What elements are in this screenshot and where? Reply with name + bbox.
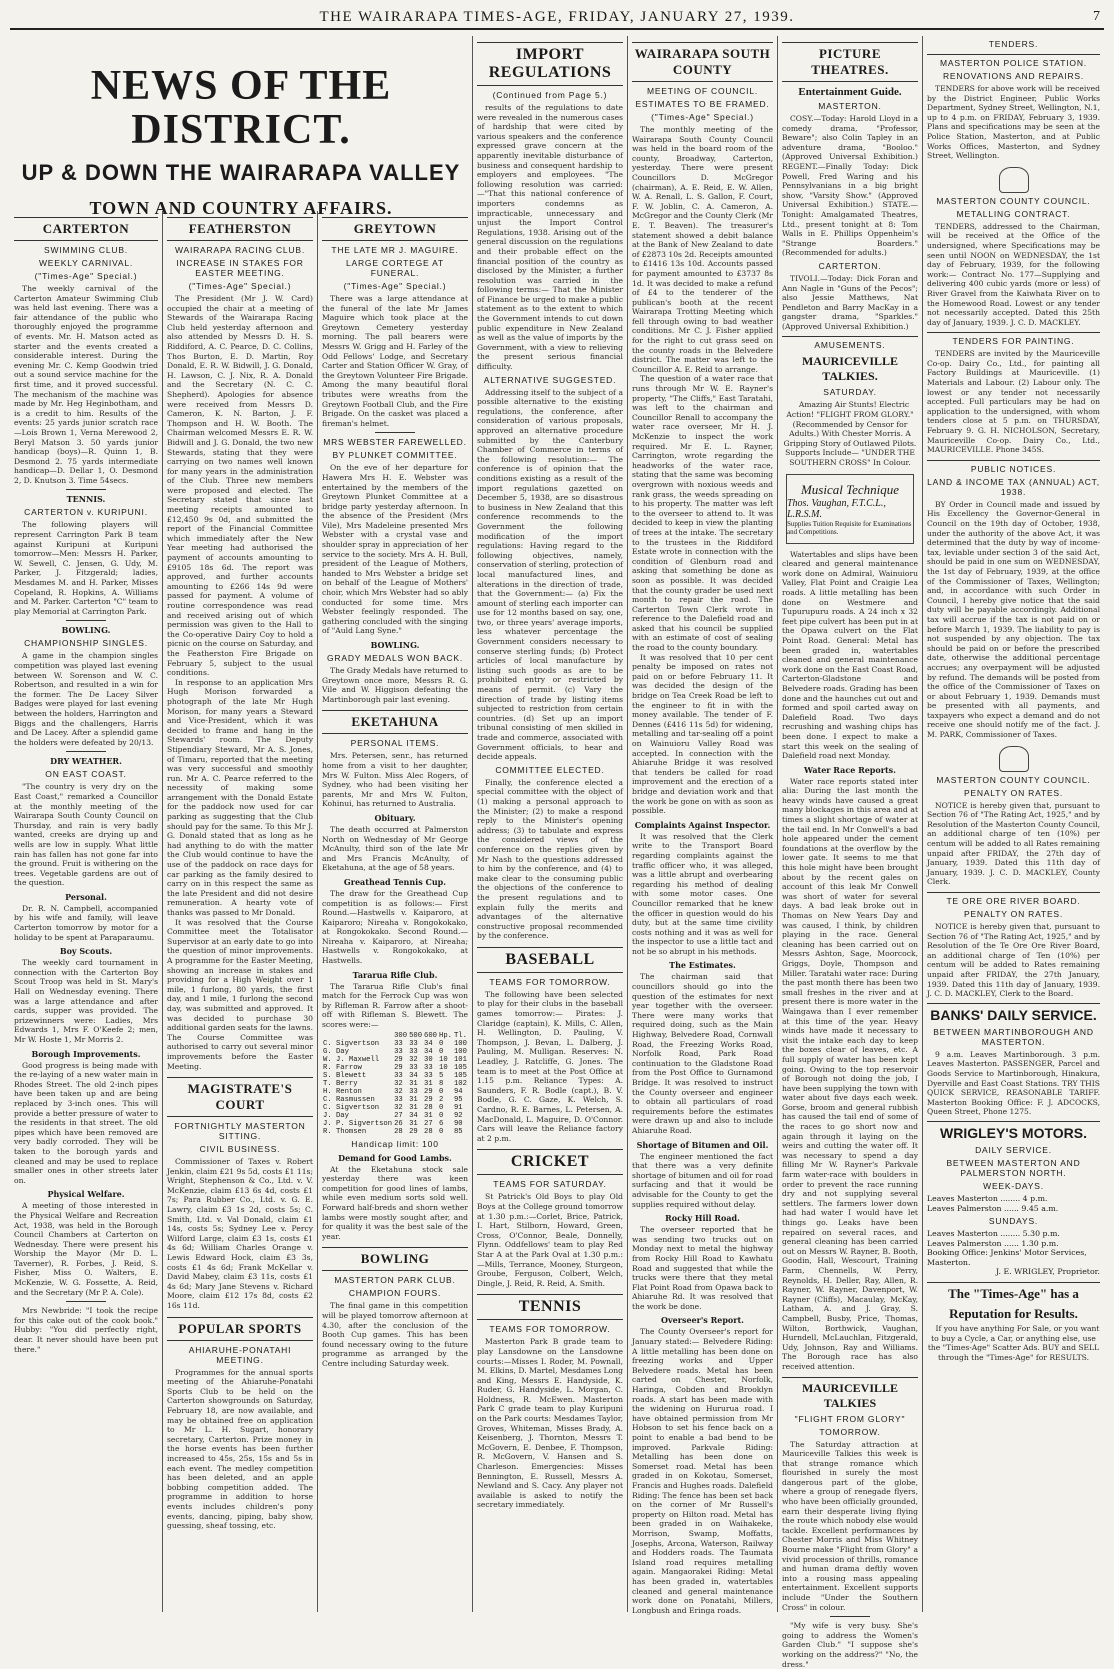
- bitumen-heading: Shortage of Bitumen and Oil.: [636, 1139, 769, 1150]
- article-baseball: The following have been selected to play for their clubs in the baseball games tomorrow:— Pirates: J. Claridge (captain), K. Mills, C. Allen, H. Wellington, D. Pauling, V. Thompson, J. Bevan, L. Dalberg, J. Pauling, M. Mulligan. Reserves: N. Leadley, J. Ratcliffe, G. Jones. The team is to meet at the Post Office at 1.15 p.m. Reliance Types: A. Saunders, F. R. Bodle (capt.), B. V. Bodle, G. C. Gaze, K. Welch, S. Cardno, R. E. Barnes, L. Petersen, A. MacDonald, L. Maguire, D. O'Connor. Cars will leave the Reliance factory at 2 p.m.: [477, 989, 623, 1143]
- score-cell: J. Day: [323, 1111, 349, 1120]
- newspaper-page: [10, 6, 1104, 1669]
- meeting-subheading: MEETING OF COUNCIL.: [646, 86, 759, 96]
- obit-subheading: LARGE CORTEGE AT FUNERAL.: [346, 258, 444, 278]
- article-rocky-hill: The overseer reported that he was sending two trucks out on Monday next to metal the highway from Rocky Hill Road to Kawhatu Road and suggested that while the trucks were there that they metal Flat Point Road from Opawa back to Ahiaruhe Rd. It was resolved that the work be done.: [632, 1225, 773, 1311]
- main-headline-block: [10, 36, 472, 218]
- divider: [830, 1616, 870, 1617]
- article-swimming: The weekly carnival of the Carterton Amateur Swimming Club was held last evening. There was a fair attendance of the public who thoroughly enjoyed the programme of events. Mr. H. Matson acted as starter and the events created a considerable interest. During the evening Mr. C. Kemp Goodwin tried out a sound service machine for the first time, and it proved successful. The mechanism of the machine was made by Mr. Heg Heginbotham, and is a credit to him. Results of the events: 25 yards junior scratch race—Lois Brown 1, Verna Merewood 2, Beryl Matson 3. 50 yards junior handicap (boys)—R. Quinn 1, B. Desmond 2. 75 yards intermediate handicap—D. Dellar 1, O. Desmond 2, D. Knutson 3. Time 54secs.: [14, 284, 158, 485]
- bowling-heading: BOWLING.: [61, 625, 111, 636]
- county-council-heading: MASTERTON COUNTY COUNCIL.: [936, 195, 1091, 206]
- divider: [66, 1301, 106, 1302]
- score-cell: 33: [394, 1071, 403, 1080]
- public-notices-heading: PUBLIC NOTICES.: [927, 460, 1100, 474]
- tomorrow-heading: TOMORROW.: [819, 1426, 881, 1437]
- score-cell: 33: [409, 1039, 418, 1048]
- article-overseer: The County Overseer's report for January stated:— Belvedere Riding: A little metalling has been done on freezing works and Upper Belvedere roads. Metal has been carted on Chester, Norfolk, Haringa, Cobden and Brooklyn roads. A start has been made with the widening on Hururua road. I have obtained permission from Mr Hobson to set his fence back on a point to enable a bad bend to be improved. Parkvale Riding: Metalling has been done on Somerset road. Metal has been graded in on Kokotau, Somerset, Francis and Hughes roads. Dalefield Riding: The fence has been set back on the corner of Mr Russell's property on Hilton road. Metal has been graded in on Waihakeke, Morrison, Swamp, Moffatts, Josephs, Arcona, Waterson, Railway and Hodders roads. The Taumata Island road requires metalling again. Mangaorakei Riding: Metal has been graded in, watertables cleaned and general maintenance work done on Ponatahi, Millers, Longbush and Eringa roads.: [632, 1327, 773, 1615]
- police-station-heading: MASTERTON POLICE STATION.: [927, 54, 1100, 68]
- score-cell: 28: [394, 1127, 403, 1136]
- score-cell: R. Farrow: [323, 1063, 362, 1072]
- column-notices: [922, 36, 1104, 1612]
- weekday-departure: Leaves Masterton ........ 4 p.m.: [927, 1193, 1048, 1203]
- import-heading: IMPORT REGULATIONS: [477, 42, 623, 86]
- masthead: [10, 6, 1104, 30]
- score-cell: 34: [409, 1071, 418, 1080]
- article-welfare: A meeting of those interested in the Physical Welfare and Recreation Act, 1938, was held in the Borough Council Chambers at Carterton on Wednesday. There were present his Worship the Mayor (Mr D. L. Taverner), R. Forbes, J. Reid, S. Fisher, Miss O. Walters, E. McKenzie, W. G. Fossette, A. Reid, and the Secretary (Mr P. A. Cole).: [14, 1201, 158, 1297]
- article-committee: Finally, the conference elected a special committee with the object of (1) making a personal approach to the Minister; (2) to make a respond reply to the Minister's opening address; (3) to tabulate and express the considered views of the conference on the replies given by Mr Nash to the questions addressed to him by the conference, and (4) to make clear to the consuming public the objections of the conference to the present regulations and to explain fully the merits and advantages of the alternative constructive proposal recommended by the conference.: [477, 777, 623, 941]
- article-estimates: The chairman said that councillors should go into the question of the estimates for next year together with the overseer. There were many works that required doing, such as the Main Highway, Belvedere Road, Cornwall Road, the Freezing Works Road, Norfolk Road, Park Road continuation to the Gladstone Road from the Post Office to Gurnamond Bridge. It was resolved to instruct the County overseer and engineer to obtain all particulars of road requirements before the estimates were drawn up and also to include Ahiaruhe Road.: [632, 972, 773, 1135]
- score-cell: C. Rasmussen: [323, 1095, 375, 1104]
- score-row: [322, 1128, 468, 1136]
- notice-police: TENDERS for above work will be received by the District Engineer, Public Works Department, Sydney Street, Wellington, N.1, up to 4 p.m. on FRIDAY, February 3, 1939. Plans and specifications may be seen at the Police Station, Masterton, and at Public Works Offices, Masterton, and Sydney Street, Wellington.: [927, 84, 1100, 161]
- obituary-heading: Obituary.: [374, 812, 416, 823]
- score-cell: 33: [394, 1047, 403, 1056]
- article-maintenance: Watertables and slips have been cleared and general maintenance work done on Admiral, Wainuioru Valley, Flat Point and Craigie Lea roads. A little metalling has been done on Westmere and Tupurupuru roads. A 24 inch x 32 feet pipe culvert has been put in at the Opawa culvert on the Flat Point Road. General: Metal has been graded in, watertables cleaned and general maintenance work done on the East Coast Road, Carterton-Gladstone and Belvedere roads. Grading has been done and the haunches cut out and formed and spoil carted away on Dalefield Road. Two days recrushing and washing chips has been done. I expect to make a start this week on the sealing of Dalefield road next Monday.: [782, 549, 918, 761]
- notice-metalling: TENDERS, addressed to the Chairman, will be received at the Office of the undersigned, where Specifications may be seen until NOON on WEDNESDAY, the 1st day of February, 1939, for the following work:— Contract No. 177—Supplying and delivering 400 cubic yards (more or less) of River Gravel from the Kaiwhata River on to the Homewood Road. Lowest or any tender not necessarily accepted. Dated this 25th day of January, 1939. J. C. D. MACKLEY.: [927, 221, 1100, 327]
- article-flight-from-glory: The Saturday attraction at Mauriceville Talkies this week is that strange romance which flourished in surely the most dangerous part of the globe, where a group of renegade flyers, who have been officially grounded, earn their desperate living flying the route which nobody else would tackle. Excellent performances by Chester Morris and Miss Whitney Bourne make "Flight from Glory" a vivid procession of thrills, romance and human drama deftly woven into a rousing mass appealing entertainment. Excellent supports include "Under the Southern Cross" in colour.: [782, 1439, 918, 1612]
- score-cell: 0: [439, 1127, 444, 1136]
- article-tennis-teams: Masterton Park B grade team to play Lansdowne on the Lansdowne courts:—Misses I. Roder, M. Pownall, M. Elkins, D. Martel, Mesdames Long and King, Messrs E. Handyside, K. Ruder, G. Handyside, L. Morgan, C. Holdness, R. McEwen. Masterton Park C grade team to play Kuripuni on the Park courts: Mesdames Taylor, Groves, Whiteman, Misses Brady, A. Keisenberg, J. Thornton, Messrs T. McGovern, E. Denbee, F. Thompson, R. McGovern, V. Hansen and S. Charleson. Emergencies: Misses Bennington, E. Russell, Messrs A. Newland and S. Cacy. Any player not available is asked to notify the secretary immediately.: [477, 1337, 623, 1510]
- popular-sports-subheading: AHIARUHE-PONATAHI MEETING.: [188, 1344, 292, 1365]
- borough-heading: Borough Improvements.: [31, 1048, 141, 1059]
- score-row: [322, 1056, 468, 1064]
- notice-land-tax: BY Order in Council made and issued by His Excellency the Governor-General in Council on the 19th day of October, 1938, under the authority of the above Act, it was determined that the duty by way of income-tax, leviable under section 3 of the said Act, should be paid in one sum on WEDNESDAY, the 1st day of February, 1939, at the office of the Commissioner of Taxes, Wellington; and, in accordance with such Order in Council, I hereby give notice that the said duty will be payable accordingly. Additional tax will accrue if the tax is not paid on or before March 1, 1939. The liability to pay is not suspended by any objection. The tax should be paid on or before the prescribed date, otherwise the additional percentage accrues; any overpayment will be adjusted by refund. The demands will be posted from the office of the Commissioner of Taxes on or about February 1, 1939. Demands must be presented with all payments, and taxpayers who expect a demand and do not receive one should notify me of the fact. J. M. PARK, Commissioner of Taxes.: [927, 499, 1100, 740]
- entertainment-guide-heading: Entertainment Guide.: [798, 86, 902, 98]
- score-row: [322, 1120, 468, 1128]
- article-funeral: There was a large attendance at the funeral of the late Mr James Maguire which took place at the Greytown Cemetery yesterday morning. The pall bearers were Messrs W. Grigg and H. Farley of the Odd Fellows' Lodge, and Secretary Carter and Station Officer W. Gray, of the Greytown Volunteer Fire Brigade. Among the many beautiful floral tributes were wreaths from the Greytown Football Club, and the Fire Brigade. On the casket was placed a fireman's helmet.: [322, 294, 468, 428]
- score-cell: 34: [409, 1111, 418, 1120]
- banks-service-heading: BANKS' DAILY SERVICE.: [927, 1003, 1100, 1023]
- rifle-score-table: [322, 1032, 468, 1136]
- score-header-cell: Hp.: [439, 1031, 452, 1040]
- carterton-listings: TIVOLI.—Today: Dick Foran and Ann Nagle in "Guns of the Pecos"; also Jessie Matthews, Nat Pendleton and Barry MacKay in a gangster drama, "Sparkles." (Approved Universal Exhibition.): [782, 273, 918, 331]
- tenders-heading: TENDERS.: [988, 39, 1039, 49]
- score-cell: 5: [439, 1071, 444, 1080]
- weekday-departure: Leaves Palmerston ...... 9.45 a.m.: [927, 1203, 1059, 1213]
- webster-subheading: BY PLUNKET COMMITTEE.: [332, 450, 458, 461]
- penalty-rates-heading: PENALTY ON RATES.: [963, 787, 1064, 798]
- committee-heading: COMMITTEE ELECTED.: [495, 764, 605, 775]
- article-personal: Dr. R. N. Campbell, accompanied by his wife and family, will leave Carterton tomorrow by motor for a holiday to be spent at Paraparaumu.: [14, 903, 158, 942]
- score-cell: 29: [394, 1055, 403, 1064]
- popular-sports-heading: POPULAR SPORTS: [167, 1317, 313, 1341]
- civil-business-heading: CIVIL BUSINESS.: [199, 1144, 281, 1155]
- champion-fours-heading: CHAMPION FOURS.: [348, 1288, 442, 1299]
- score-cell: 91: [453, 1103, 463, 1112]
- score-cell: 10: [439, 1063, 448, 1072]
- score-cell: C. Sigvertson: [323, 1103, 380, 1112]
- handicap-note: Handicap limit: 100: [351, 1138, 439, 1149]
- divider: [66, 751, 106, 752]
- score-cell: H. Renton: [323, 1087, 362, 1096]
- score-cell: 2: [439, 1095, 444, 1104]
- score-cell: 105: [453, 1063, 467, 1072]
- coat-of-arms-icon: [999, 746, 1029, 772]
- article-weather: "The country is very dry on the East Coast," remarked a Councillor at the monthly meeting of the Wairarapa South County Council on Thursday, and rain is very badly wanted, creeks are drying up and wells are low in supply. What little rain has fallen has not gone far into the ground. Fruit is withering on the trees. Vegetable gardens are out of the question.: [14, 782, 158, 888]
- wrigleys-heading: WRIGLEY'S MOTORS.: [927, 1121, 1100, 1141]
- score-cell: 31: [424, 1111, 433, 1120]
- columns: [10, 36, 1104, 1669]
- score-cell: 0: [439, 1047, 444, 1056]
- article-court: Commissioner of Taxes v. Robert Jenkin, claim £21 9s 5d, costs £1 11s; Wright, Stephenson & Co., Ltd. v. V. McKenzie, claim £13 6s 4d, costs £1 7s; Para Rubber Co., Ltd. v. G. E. Lawry, claim £3 1s 2d, costs 5s; C. Smith, Ltd. v. Val Donald, claim £1 14s, costs 5s; Sydney Lee v. Percy Wilford Large, claim £3 1s, costs £1 4s 6d; William Charles Orange v. Lewis Edward Hock, claim £3 3s, costs £1 4s 6d; Frank McKellar v. David Mabey, claim £3 11s, costs £1 4s 6d; Mary Jane Stevens v. Richard Moore, claim £12 17s 8d, costs £2 16s 11d.: [167, 1157, 313, 1310]
- carterton-heading: CARTERTON.: [818, 260, 882, 271]
- baseball-subheading: TEAMS FOR TOMORROW.: [489, 976, 611, 987]
- sunday-departure: Leaves Masterton ........ 5.30 p.m.: [927, 1229, 1060, 1239]
- article-alternative: Addressing itself to the subject of a possible alternative to the existing regulations, the conference, after consideration of various proposals, approved an alternative procedure submitted by the Canterbury Chamber of Commerce in terms of the following resolution:— The conference is of opinion that the conditions existing as a result of the import regulations gazetted on December 5, 1938, are so disastrous to business in New Zealand that this conference recommends to the Government the following modification of the import regulations: Having regard to the following objectives, namely, conservation of sterling, protection of local manufactured lines, and alterations in the direction of trade, that the Government:— (a) Fix the amount of sterling each importer can use for 12 months based on say, one, two, or three years' average imports, less whatever percentage the Government considers necessary to conserve sterling funds; (b) Protect articles of local manufacture by listing such goods as are to be prohibited entry or restricted by means of permit. (c) Vary the direction of trade by listing items subjected to restriction from certain countries. (d) Set up an import tribunal consisting of men skilled in trade and commerce, associated with Government officials, to hear and decide appeals.: [477, 387, 623, 762]
- score-cell: 32: [394, 1103, 403, 1112]
- overseer-heading: Overseer's Report.: [661, 1315, 744, 1326]
- cricket-subheading: TEAMS FOR SATURDAY.: [493, 1179, 607, 1190]
- baseball-heading: BASEBALL: [477, 947, 623, 973]
- score-cell: 10: [439, 1055, 448, 1064]
- column-greytown: [317, 211, 472, 1612]
- notice-penalty-county: NOTICE is hereby given that, pursuant to Section 76 of "The Rating Act, 1925," and by Resolution of the Masterton County Council, an additional charge of ten (10%) per centum will be added to all Rates remaining unpaid after FRIDAY, the 27th day of January, 1939. Dated this 11th day of January, 1939. J. C. D. MACKLEY, County Clerk.: [927, 800, 1100, 887]
- section-eketahuna: EKETAHUNA: [322, 710, 468, 734]
- picture-theatres-heading: PICTURE THEATRES.: [782, 42, 918, 82]
- music-tuition-ad: [786, 474, 914, 544]
- webster-heading: MRS WEBSTER FAREWELLED.: [323, 437, 467, 448]
- stakes-heading: INCREASE IN STAKES FOR EASTER MEETING.: [176, 258, 304, 278]
- tennis-heading: TENNIS: [477, 1294, 623, 1320]
- personal-items-heading: PERSONAL ITEMS.: [350, 738, 440, 749]
- masterton-heading: MASTERTON.: [818, 101, 882, 111]
- masthead-title: THE WAIRARAPA TIMES-AGE, FRIDAY, JANUARY 27, 1939.: [319, 8, 795, 25]
- score-row: [322, 1080, 468, 1088]
- score-cell: 0: [439, 1103, 444, 1112]
- weekdays-heading: WEEK-DAYS.: [983, 1180, 1044, 1191]
- south-county-heading: WAIRARAPA SOUTH COUNTY: [632, 42, 773, 82]
- racing-club-heading: WAIRARAPA RACING CLUB.: [174, 245, 305, 255]
- weekly-carnival-heading: WEEKLY CARNIVAL.: [38, 258, 134, 268]
- score-header-cell: 500: [409, 1031, 423, 1040]
- estimates-heading: The Estimates.: [669, 960, 736, 971]
- score-cell: 95: [453, 1095, 463, 1104]
- water-race-heading: Water Race Reports.: [804, 764, 896, 775]
- swimming-club-heading: SWIMMING CLUB.: [44, 245, 128, 255]
- magistrate-subheading: FORTNIGHTLY MASTERTON SITTING.: [174, 1121, 306, 1142]
- score-cell: 90: [453, 1119, 463, 1128]
- score-cell: 33: [409, 1047, 418, 1056]
- land-tax-heading: LAND & INCOME TAX (ANNUAL) ACT, 1938.: [927, 476, 1100, 497]
- score-cell: 29: [424, 1087, 433, 1096]
- score-cell: 29: [409, 1127, 418, 1136]
- article-lambs: At the Eketahuna stock sale yesterday there was keen competition for good lines of lambs, while even medium sorts sold well. Forward half-breds and shorn wether lambs were mostly sought after, and for quality it was the best sale of the year.: [322, 1164, 468, 1241]
- score-cell: 0: [439, 1111, 444, 1120]
- rifle-heading: Tararua Rifle Club.: [352, 969, 438, 980]
- tennis-subheading: TEAMS FOR TOMORROW.: [489, 1324, 611, 1335]
- obit-heading: THE LATE MR J. MAGUIRE.: [331, 245, 459, 255]
- score-cell: 32: [409, 1055, 418, 1064]
- county-council-heading-2: MASTERTON COUNTY COUNCIL.: [936, 774, 1091, 785]
- score-row: [322, 1096, 468, 1104]
- music-teacher-name: Thos. Vaughan, F.T.C.L., L.R.S.M.: [787, 497, 886, 520]
- score-cell: 31: [409, 1079, 418, 1088]
- special-tag: ("Times-Age" Special.): [34, 271, 138, 281]
- saturday-heading: SATURDAY.: [823, 387, 877, 398]
- article-greathead: The draw for the Greathead Cup competition is as follows:— First Round.—Hastwells v. Kaiparoro, at Kaiparoro; Nireaha v. Rongokokako, at Rongokokako. Second Round.—Nireaha v. Kaiparoro, at Nireaha; Hastwells v. Rongokokako, at Hastwells.: [322, 888, 468, 966]
- mauriceville-ad: Amazing Air Stunts! Electric Action! "FLIGHT FROM GLORY." (Recommended by Censor for Adults.) With Chester Morris. A Gripping Story of Outlawed Pilots. Supports Include— "UNDER THE SOUTHERN CROSS" In Colour.: [783, 400, 917, 468]
- weather-heading: DRY WEATHER.: [50, 756, 122, 767]
- score-cell: 101: [453, 1055, 467, 1064]
- column-import-regulations: [472, 36, 627, 1612]
- score-cell: 33: [409, 1063, 418, 1072]
- column-theatres: [777, 36, 922, 1669]
- score-row: [322, 1088, 468, 1096]
- section-carterton: CARTERTON: [14, 217, 158, 241]
- score-cell: 26: [394, 1119, 403, 1128]
- lambs-heading: Demand for Good Lambs.: [338, 1152, 452, 1163]
- joke: Mrs Newbride: "I took the recipe for this cake out of the cook book." Hubby: "You did perfectly right, dear. It never should have been put there.": [14, 1306, 158, 1354]
- grady-heading: GRADY MEDALS WON BACK.: [327, 653, 463, 663]
- special-tag: ("Times-Age" Special.): [188, 281, 292, 291]
- score-row: [322, 1040, 468, 1048]
- score-header-cell: [322, 1032, 393, 1040]
- article-complaints: It was resolved that the Clerk write to the Transport Board regarding complaints against the traffic officer who, it was alleged, was a little abrupt and overbearing regarding his method of dealing with some motor cases. One Councillor remarked that he knew the officer in question would do his duty, but at the same time civility costs nothing and it was as well for the inspector to use a little tact and not be so abrupt in his methods.: [632, 831, 773, 956]
- article-eketahuna-personal: Mrs. Petersen, senr., has returned home from a visit to her daughter, Mrs W. Fulton. Miss Alec Rogers, of Sydney, who had been visiting her parents, Mr and Mrs W. Fulton, Kohinui, has returned to Australia.: [322, 751, 468, 809]
- score-cell: 8: [439, 1079, 444, 1088]
- banks-route: BETWEEN MARTINBOROUGH AND MASTERTON.: [933, 1026, 1094, 1047]
- reputation-heading-2: Reputation for Results.: [949, 1306, 1078, 1322]
- score-cell: W. J. Maxwell: [323, 1055, 380, 1064]
- penalty-rates-heading-2: PENALTY ON RATES.: [963, 909, 1064, 919]
- estimates-subheading: ESTIMATES TO BE FRAMED.: [635, 99, 770, 109]
- score-cell: 102: [453, 1079, 467, 1088]
- score-cell: 105: [453, 1071, 467, 1080]
- score-cell: 0: [439, 1087, 444, 1096]
- score-cell: T. Berry: [323, 1079, 358, 1088]
- weather-subheading: ON EAST COAST.: [45, 769, 127, 780]
- score-cell: G. Day: [323, 1047, 349, 1056]
- article-webster: On the eve of her departure for Hawera Mrs H. E. Webster was entertained by the members of the Greytown Plunket Committee at a bridge party yesterday afternoon. In the absence of the President (Mrs Vile), Mrs Madeleine presented Mrs Webster with a crystal vase and shoulder spray in appreciation of her service to the society. Mrs A. H. Bull, president of the League of Mothers, handed to Mrs Webster a bridge set on behalf of the League of Mothers' choir, which Mrs Webster had so ably conducted for some time. Mrs Webster feelingly responded. The gathering concluded with the singing of "Auld Lang Syne.": [322, 463, 468, 636]
- amusements-heading: AMUSEMENTS.: [782, 336, 918, 350]
- sundays-heading: SUNDAYS.: [988, 1216, 1039, 1227]
- mauriceville-heading: MAURICEVILLE TALKIES.: [801, 354, 898, 384]
- divider: [375, 432, 415, 433]
- article-bitumen: The engineer mentioned the fact that there was a very definite shortage of bitumen and oil for road surfacing and that it would be advisable for the County to get the supplies required without delay.: [632, 1151, 773, 1209]
- score-cell: 33: [394, 1039, 403, 1048]
- wrigleys-route: BETWEEN MASTERTON AND PALMERSTON NORTH.: [946, 1157, 1081, 1178]
- score-cell: 28: [424, 1127, 433, 1136]
- article-sports: Programmes for the annual sports meeting of the Ahiaruhe-Ponatahi Sports Club to be held on the Carterton showgrounds on Saturday, February 18, are now available, and may be obtained free on application to Mr L. H. Sugart, honorary secretary, Carterton. Prize money in the horse events has been further increased to 45s, 25s, 15s and 5s in each event. The medley competition has been deleted, and an apple bobbing competition added. The programme in addition to horse events includes children's pony events, dancing, piping, baby show, guessing, sheaf tossing, etc.: [167, 1367, 313, 1531]
- scatter-ads-promo: If you have anything For Sale, or you want to buy a Cycle, a Car, or anything else, use the "Times-Age" Scatter Ads. BUY and SELL through the "Times-Age" for RESULTS.: [927, 1324, 1100, 1362]
- complaints-heading: Complaints Against Inspector.: [634, 819, 771, 830]
- column-carterton: [10, 211, 162, 1612]
- daily-service-heading: DAILY SERVICE.: [975, 1144, 1052, 1155]
- score-cell: 32: [394, 1087, 403, 1096]
- notice-penalty-river: NOTICE is hereby given that, pursuant to Section 76 of "The Rating Act, 1925," and by Resolution of the Te Ore Ore River Board, an additional charge of Ten (10%) per centum will be added to Rates remaining unpaid after FRIDAY, the 27th January, 1939. Dated this 11th day of January, 1939. J. C. D. MACKLEY, Clerk to the Board.: [927, 922, 1100, 999]
- score-cell: S. Blewett: [323, 1071, 367, 1080]
- greathead-heading: Greathead Tennis Cup.: [343, 876, 447, 887]
- painting-heading: TENDERS FOR PAINTING.: [927, 332, 1100, 346]
- cricket-heading: CRICKET: [477, 1149, 623, 1175]
- score-cell: 27: [394, 1111, 403, 1120]
- banks-service-ad: 9 a.m. Leaves Martinborough. 3 p.m. Leaves Masterton. PASSENGER, Parcel and Goods Service to Martinborough, Hinakura, Dyerville and East Coast Stations. TRY THIS QUICK SERVICE, REASONABLE TARIFF. Masterton Booking Office: F. J. ADCOCKS, Queen Street, Phone 1275.: [927, 1049, 1100, 1117]
- bowling-heading: BOWLING.: [370, 640, 420, 650]
- score-cell: 34: [424, 1047, 433, 1056]
- coat-of-arms-icon: [999, 167, 1029, 193]
- notice-painting: TENDERS are invited by the Mauriceville Co-op. Dairy Co., Ltd., for painting all Factory Buildings at Mauriceville. (1) Materials and Labour. (2) Labour only. The lowest or any tender not necessarily accepted. Full particulars may be had on application to the undersigned, with whom tenders close at 5 p.m. on THURSDAY, February 9. G. H. NICHOLSON, Secretary, Mauriceville Co-op. Dairy Co., Ltd., MAURICEVILLE. Phone 345S.: [927, 349, 1100, 455]
- reputation-heading: The "Times-Age" has a: [927, 1282, 1100, 1302]
- main-subheadline: UP & DOWN THE WAIRARAPA VALLEY: [21, 160, 461, 185]
- score-row: [322, 1064, 468, 1072]
- article-cricket: St Patrick's Old Boys to play Old Boys at the College ground tomorrow at 1.30 p.m.:—Corlet, Brice, Patrick, I. Hart, Stilborn, Howard, Green, Cross, O'Connor, Beale, Donnelly, Flynn. Oddfellows' team to play Red Star A at the Park Oval at 1.30 p.m.:—Mills, Terrance, Mooney, Sturgeon, Groube, Ferguson, Colbert, Welch, Dingle, J. Reid, R. Reid, A. Smith.: [477, 1192, 623, 1288]
- score-cell: 33: [424, 1071, 433, 1080]
- score-cell: 100: [453, 1047, 467, 1056]
- score-header-cell: 300: [394, 1031, 408, 1040]
- rocky-hill-heading: Rocky Hill Road.: [665, 1213, 740, 1224]
- score-table-header: [322, 1032, 468, 1040]
- masterton-listings: COSY.—Today: Harold Lloyd in a comedy drama, "Professor, Beware"; also Colin Tapley in an adventure drama, "Booloo." (Approved Universal Exhibition.) REGENT.—Finally Today: Dick Powell, Fred Waring and his Pennsylvanians in a big bright show, "Varsity Show." (Approved Universal Exhibition.) STATE.—Tonight: Amalgamated Theatres, Ltd., present tonight at 8: Tom Walls in E. Phillips Oppenheim's "Strange Boarders." (Recommended for adults.): [782, 114, 918, 258]
- main-headline: NEWS OF THE DISTRICT.: [90, 63, 392, 153]
- article-council: The monthly meeting of the Wairarapa South County Council was held in the board room of the county, Broadway, Carterton, yesterday. There were present Councillors D. McGregor (chairman), A. E. Reid, E. W. Allen, W. A. Renall, L. S. Gallon, F. Court, F. W. Joblin, C. A. Cameron, A. McGregor and the County Clerk (Mr E. T. Beaven). The treasurer's statement showed a debit balance at the Bank of New Zealand to date of £2873 10s 2d. Receipts amounted to £1416 13s 10d. Accounts passed for payment amounted to £3737 8s 1d. It was decided to make a refund of £4 to the tenderer of the publican's booth at the recent Wairarapa Trotting Meeting which fell through owing to bad weather conditions. Mr C. J. Fisher applied for the right to cut grass seed on the county roads in the Belvedere district. The matter was left to the Councillor A. E. Reid to arrange. The question of a water race that runs through Mr W. E. Rayner's property, "The Cliffs," East Taratahi, was left to the chairman and Councillor Renall to accompany the water race overseer, Mr H. J. McKenzie to inspect the work required. Mr E. L. Rayner, Carrington, wrote regarding the headworks of the water race, stating that the same was becoming overgrown with noxious weeds and rank grass, the weeds spreading on to his property. The matter was left to the overseer to attend to. It was decided to keep in view the planting of trees at the intake. The secretary to the trustees in the Riddiford Estate wrote in connection with the condition of Glenburn road and asking that something be done as soon as possible. It was decided that the county grader be used next month to repair the road. The Carterton Town Clerk wrote in reference to the Dalefield road and asked that his council be supplied with an estimate of cost of sealing the road to the county boundary. It was resolved that 10 per cent penalty be imposed on rates not paid on or before February 11. It was decided the design of the bridge on Tea Creek Road be left to the engineer to fit in with the money available. The tender of F. Dennes (£416 11s 5d) for widening, metalling and tar-sealing off a point on Wainuioru Valley Road was accepted. In connection with the Ahiaruhe Bridge it was resolved that tenders be called for road improvement and the erection of a bridge and deviation work and that the work be gone on with as soon as possible.: [632, 125, 773, 816]
- music-tuition-note: Supplies Tuition Requisite for Examinations and Competitions.: [787, 519, 912, 536]
- score-row: [322, 1104, 468, 1112]
- score-cell: 6: [439, 1119, 444, 1128]
- score-cell: 92: [453, 1111, 463, 1120]
- score-cell: 0: [439, 1039, 444, 1048]
- alternative-heading: ALTERNATIVE SUGGESTED.: [483, 374, 617, 385]
- article-champion-fours: The final game in this competition will be played tomorrow afternoon at 4.30, after the conclusion of the Booth Cup games. This has been found necessary owing to the future programme as arranged by the Centre including Saturday week.: [322, 1301, 468, 1368]
- article-borough: Good progress is being made with the re-laying of a new water main in Rhodes Street. The old 2-inch pipes have been taken up and are being replaced by 3-inch ones. This will provide a better pressure of water to the residents in that street. The old pipes which have been removed are very badly corroded. They will be taken to the borough yards and cleaned and may be used to replace smaller ones in other streets later on.: [14, 1060, 158, 1185]
- column-south-county: [627, 36, 777, 1615]
- score-cell: 31: [409, 1119, 418, 1128]
- page-number: 7: [1093, 9, 1100, 24]
- article-scouts: The weekly card tournament in connection with the Carterton Boy Scout Troop was held in St. Mary's Hall on Wednesday evening. There was a large attendance and after cards, supper was provided. The prizewinners were: Ladies, Mrs Edwards 1, Mrs F. O'Keefe 2; men, Mr W. Hoste 1, Mr Morris 2.: [14, 958, 158, 1044]
- te-ore-ore-heading: TE ORE ORE RIVER BOARD.: [927, 892, 1100, 906]
- score-cell: 31: [409, 1095, 418, 1104]
- score-cell: 31: [424, 1079, 433, 1088]
- score-cell: 30: [424, 1055, 433, 1064]
- renovations-heading: RENOVATIONS AND REPAIRS.: [942, 71, 1085, 81]
- score-cell: 29: [424, 1095, 433, 1104]
- score-cell: 34: [424, 1039, 433, 1048]
- booking-office: Booking Office: Jenkins' Motor Services, Masterton.: [927, 1248, 1087, 1267]
- magistrate-heading: MAGISTRATE'S COURT: [167, 1077, 313, 1117]
- flight-from-glory-heading: "FLIGHT FROM GLORY": [794, 1413, 906, 1424]
- tennis-heading: TENNIS.: [66, 494, 106, 505]
- bowling-subheading: CHAMPIONSHIP SINGLES.: [24, 638, 148, 649]
- score-cell: 31: [409, 1103, 418, 1112]
- article-grady: The Grady Medals have returned to Greytown once more, Messrs R. G. Vile and W. Higgison defeating the Martinborough pair last evening.: [322, 666, 468, 704]
- score-header-cell: 600: [424, 1031, 437, 1040]
- score-cell: 28: [424, 1103, 433, 1112]
- score-cell: 85: [453, 1127, 463, 1136]
- joke-garden-club: "My wife is very busy. She's going to address the Women's Garden Club." "I suppose she's working on the address?" "No, the dress.": [782, 1621, 918, 1669]
- masterton-park-heading: MASTERTON PARK CLUB.: [334, 1275, 456, 1286]
- score-cell: 100: [453, 1039, 467, 1048]
- music-technique-label: Musical Technique: [800, 481, 900, 497]
- bowling-masterton-heading: BOWLING: [322, 1247, 468, 1271]
- divider: [66, 489, 106, 490]
- special-tag: ("Times-Age" Special.): [343, 281, 447, 291]
- score-cell: C. Sigvertson: [323, 1039, 380, 1048]
- special-tag: ("Times-Age" Special.): [651, 112, 754, 122]
- score-row: [322, 1112, 468, 1120]
- score-cell: 33: [424, 1063, 433, 1072]
- proprietor: J. E. WRIGLEY, Proprietor.: [996, 1267, 1100, 1277]
- article-racing: The President (Mr J. W. Card) occupied the chair at a meeting of Stewards of the Wairarapa Racing Club held yesterday afternoon and also attended by Messrs D. H. S. Riddiford, A. C. Pearce, D. C. Collins, Thos Burton, E. D. Martin, Roy Donald, E. R. W. Bidwill, J. G. Donald, H. Lawson, C. J. Nix, R. A. Donald and the Secretary (N. C. C. Shepherd). Apologies for absence were received from Messrs D. Cameron, K. N. Barton, J. F. Thompson and H. W. Booth. The Chairman welcomed Messrs E. R. W. Bidwill and J. G. Donald, the two new Stewards, stating that they were carrying on two names well known for many years in the administration of the Club. Three new members were proposed and elected. The Secretary stated that since last meeting receipts amounted to £12,450 9s 0d, and submitted the report of the Financial Committee which immediately after the New Year meeting had authorised the payment of accounts amounting to £9105 18s 6d. The report was approved, and further accounts amounting to £266 14s 9d were passed for payment. A volume of routine correspondence was read and received arising out of which permission was given to the Hall to the Co-operative Dairy Coy to hold a picnic on the course on Saturday, and the Featherston Fire Brigade on February 5, subject to the usual conditions. In response to an application Mrs Hugh Morison forwarded a photograph of the late Mr Hugh Morison, for many years a Steward and Vice-President, which it was decided to frame and hang in the Stewards' room. The Deputy Stipendiary Steward, Mr A. S. Jones, of Timaru, reported that the meeting was very successful and smoothly run. Mr A. C. Pearce referred to the necessity of making some arrangement with the Donald Estate for the paddock now used for car parking as suggesting that the Club should pay for the same. To this Mr J. G. Donald stated that as long as he had anything to do with the matter the Club would continue to have the use of the paddock on race days for car parking as the family desired to carry on in this respect the same as the late President and did not desire remuneration. A hearty vote of thanks was passed to Mr Donald. It was resolved that the Course Committee meet the Totalisator Supervisor at an early date to go into the question of minor improvements. A programme for the Easter Meeting, showing an increase in stakes and providing for a High Weight over 1 mile, 1 furlong, 80 yards, the first day, and 1 mile, 1 furlong the second day, was submitted and approved. It was decided to purchase 30 additional garden seats for the lawns. The Course Committee was authorised to carry out several minor improvements before the Easter Meeting.: [167, 294, 313, 1071]
- score-row: [322, 1048, 468, 1056]
- score-cell: J. P. Sigvertson: [323, 1119, 393, 1128]
- welfare-heading: Physical Welfare.: [47, 1189, 125, 1200]
- article-obituary: The death occurred at Palmerston North on Wednesday of Mr George McAnulty, third son of the late Mr and Mrs Francis McAnulty, of Eketahuna, at the age of 58 years.: [322, 824, 468, 873]
- score-cell: R. Thomsen: [323, 1127, 367, 1136]
- scouts-heading: Boy Scouts.: [59, 946, 113, 957]
- main-tagline: TOWN AND COUNTRY AFFAIRS.: [89, 198, 393, 218]
- score-row: [322, 1072, 468, 1080]
- score-cell: 32: [394, 1079, 403, 1088]
- article-import: results of the regulations to date were revealed in the numerous cases of hardship that were cited by various speakers and the conference expressed grave concern at the apparently inevitable disturbance of business and consequent hardship to employers and employees. "The following resolution was carried:—"That this national conference of importers condemns as impracticable, unnecessary and unjust the Import Control Regulations, 1938. Arising out of the general discussion on the regulations and their probable effect on the financial position of the country as disclosed by the Minister, a further resolution was carried in the following terms:— That the Minister of Finance be urged to make a public statement as to the extent to which the Government intends to cut down public expenditure in New Zealand as well as the value of imports by the Government, with a view to relieving the present serious financial difficulty.: [477, 103, 623, 372]
- score-cell: 27: [424, 1119, 433, 1128]
- article-tennis: The following players will represent Carrington Park B team against Kuripuni at Kuripuni tomorrow—Men: Messrs H. Parker, W. Sewell, C. Jensen, G. Udy, M. Parker, J. Fitzgerald; ladies, Mesdames M. and H. Parker, Misses Copeland, R. Hopkins, A. Williams and M. Parker. Carterton "C" team to play Memorial at Carrington Park.: [14, 520, 158, 616]
- sunday-departure: Leaves Palmerston ...... 1.30 p.m.: [927, 1238, 1059, 1248]
- score-cell: 94: [453, 1087, 463, 1096]
- column-featherston: [162, 211, 317, 1612]
- score-cell: 33: [409, 1087, 418, 1096]
- personal-heading: Personal.: [65, 891, 107, 902]
- score-cell: 33: [394, 1095, 403, 1104]
- mauriceville-talkies-heading: MAURICEVILLE TALKIES: [782, 1377, 918, 1411]
- section-featherston: FEATHERSTON: [167, 217, 313, 241]
- continued-note: (Continued from Page 5.): [492, 90, 608, 100]
- score-cell: 29: [394, 1063, 403, 1072]
- article-water-race: Water race reports stated inter alia: During the last month the heavy winds have caused a great many blockages in this area and at times a slight shortage of water at the tail end. In Mr Conwell's a bad hole appeared under the cement foundations at the overflow by the lower gate. It seems to me that this hole might have been brought about by the recent gales on account of this leak Mr Conwell was short of water for several days. A bad leak broke out in Thomas on New Years Day and was caused, I think, by children playing in the race. General cleaning has been carried out on Messrs Ashton, Sage, Moorcock, Griggs, Doyle, Thompson and Miller. Taratahi water race: During the past month there has been two small freshes in the river and at present there is more water in the Waingawa than I ever remember at this time of the year. Heavy winds have made it necessary to visit the intake each day to keep the boxes clear of leaves, etc. A full supply of water has been kept going. Owing to the top reservoir of Borough not doing the job, I have been supplying the town with water about five days each week. Gorse, broom and general rubbish has caused the tail end of some of the races to go short now and again through it laying on the weirs and cutting the water off. It was necessary to spend a day filling Mr W. Rayner's Parkvale farm water-race with boulders in order to prevent the race running dry and not supplying several settlers. The farmers lower down had had water I would have let things go. Leaks have been repaired on several races, and general cleaning has been carried out on Messrs W. Rayner, B. Booth, Goodin, Hall, Wescourt, Training Farm, Chennells, W. Perry, Reynolds, H. Deller, Ray, Allen, R. Rayner, W. Rayner, Davenport, W. Rayner (Cliffs), Macaulay, McKay, Latham, A. and J. Gray, S. Campbell, Busby, Price, Thomas, Wilton, Borthwick, Vaughan, Hurndell, McLauchlan, Fitzgerald, Udy, Johnson, Ray and Williams. The Borough race has also received attention.: [782, 776, 918, 1371]
- tennis-subheading: CARTERTON v. KURIPUNI.: [24, 507, 148, 518]
- article-bowling: A game in the champion singles competition was played last evening between W. Sorenson and W. C. Robertson, and resulted in a win for the former. The De Lacey Silver Badges were played for last evening between the holders, Harrington and Biggs and the challengers, Harris and De Lacey. After a splendid game the holders were defeated by 20/13.: [14, 651, 158, 747]
- article-rifle: The Tararua Rifle Club's final match for the Ferrock Cup was won by Rifleman R. Farrow after a shoot-off with Rifleman S. Blewett. The scores were:—: [322, 981, 468, 1030]
- metalling-contract-heading: METALLING CONTRACT.: [956, 208, 1071, 219]
- section-greytown: GREYTOWN: [322, 217, 468, 241]
- divider: [66, 620, 106, 621]
- score-header-cell: Tl.: [453, 1031, 467, 1040]
